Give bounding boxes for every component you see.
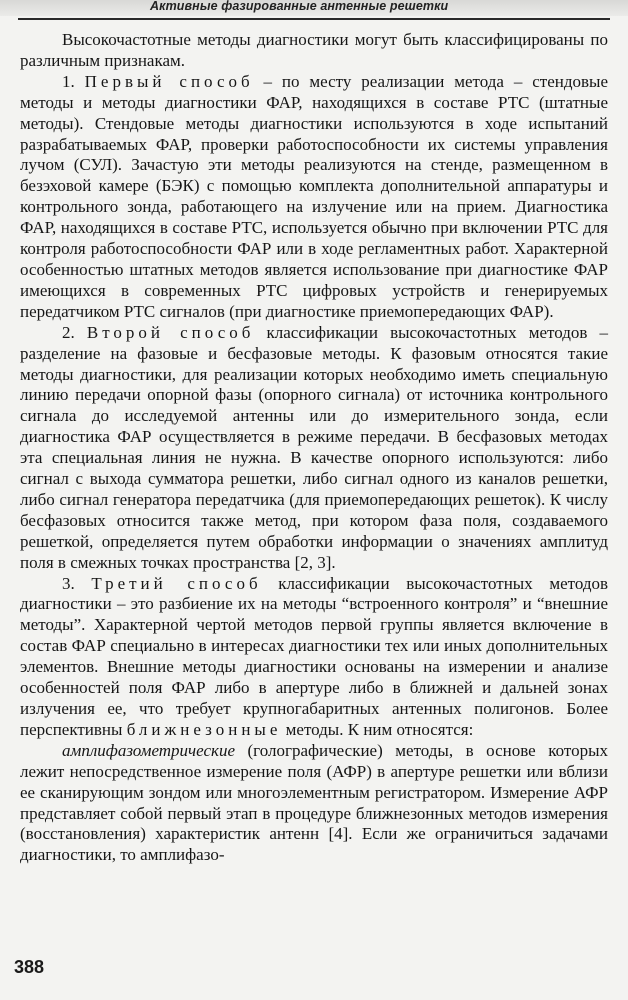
page-number: 388 bbox=[14, 957, 45, 977]
running-header bbox=[0, 0, 628, 16]
paragraph-second-method bbox=[20, 323, 608, 574]
paragraph-text: – по месту реализации метода – стендовые методы и методы диагностики ФАР, находящихся в составе РТС (штатные методы). Стендовые методы диагностики используются в ходе испытаний разрабатываемых ФАР, проверки работоспособности их системы управления лучом (СУЛ). Зачастую эти методы реализуются на стенде, размещенном в безэховой камере (БЭК) с помощью комплекта дополнительной аппаратуры и контрольного зонда, работающего на излучение или на прием. Диагностика ФАР, находящихся в составе РТС, используется обычно при включении РТС для контроля работоспособности ФАР или в ходе регламентных работ. Характерной особенностью штатных методов является использование при диагностике ФАР имеющихся в современных РТС цифровых устройств и генерируемых передатчиком РТС сигналов (при диагностике приемопередающих ФАР). bbox=[20, 71, 608, 321]
header-rule bbox=[18, 18, 610, 20]
spaced-term: Первый способ bbox=[84, 71, 254, 91]
paragraph-text-end: методы. К ним относятся: bbox=[281, 719, 474, 739]
paragraph-intro: Высокочастотные методы диагностики могут быть классифицированы по различным признакам. bbox=[20, 30, 608, 70]
item-number: 1. bbox=[62, 71, 85, 91]
item-number: 2. bbox=[62, 322, 87, 342]
paragraph-text: классификации высокочастотных методов – разделение на фазовые и бесфазовые методы. К фазовым относятся такие методы диагностики, для реализации которых необходимо иметь специальную линию передачи опорной фазы (опорного сигнала) от источника контрольного сигнала до исследуемой антенны или до измерительного зонда, если диагностика ФАР осуществляется в режиме передачи. В бесфазовых методах эта специальная линия не нужна. В качестве опорного используются: либо сигнал с выхода сумматора решетки, либо сигнал одного из каналов решетки, либо сигнал генератора передатчика (для приемопередающих решеток). К числу бесфазовых относится также метод, при котором фаза поля, создаваемого решеткой, определяется путем обработки информации о значениях амплитуд поля в смежных точках пространства [2, 3]. bbox=[20, 322, 609, 572]
item-number: 3. bbox=[62, 573, 92, 593]
spaced-term: Третий способ bbox=[91, 573, 262, 593]
spaced-term-nearfield: ближнезонные bbox=[126, 719, 282, 739]
italic-term: амплифазометрические bbox=[62, 740, 236, 760]
running-title: Активные фазированные антенные решетки bbox=[150, 0, 449, 13]
paragraph-text: классификации высокочастотных методов диагностики – это разбиение их на методы “встроенного контроля” и “внешние методы”. Характерной чертой методов первой группы является включение в состав ФАР специально в интересах диагностики тех или иных дополнительных элементов. Внешние методы диагностики основаны на измерении и анализе особенностей поля ФАР либо в апертуре либо в ближней и дальней зонах излучения ее, что требует крупногабаритных антенных полигонов. Более перспективны bbox=[20, 573, 609, 739]
paragraph-third-method bbox=[20, 574, 608, 741]
page-body bbox=[20, 30, 608, 866]
paragraph-amplitude-phase bbox=[20, 741, 608, 866]
paragraph-text: (голографические) методы, в основе которых лежит непосредственное измерение поля (АФР) в апертуре решетки или вблизи ее сканирующим зондом или многоэлементным регистратором. Измерение АФР представляет собой первый этап в процедуре ближнезонных методов измерения (восстановления) характеристик антенн [4]. Если же ограничиться задачами диагностики, то амплифазо- bbox=[20, 740, 608, 865]
paragraph-first-method bbox=[20, 72, 608, 323]
spaced-term: Второй способ bbox=[86, 322, 255, 342]
